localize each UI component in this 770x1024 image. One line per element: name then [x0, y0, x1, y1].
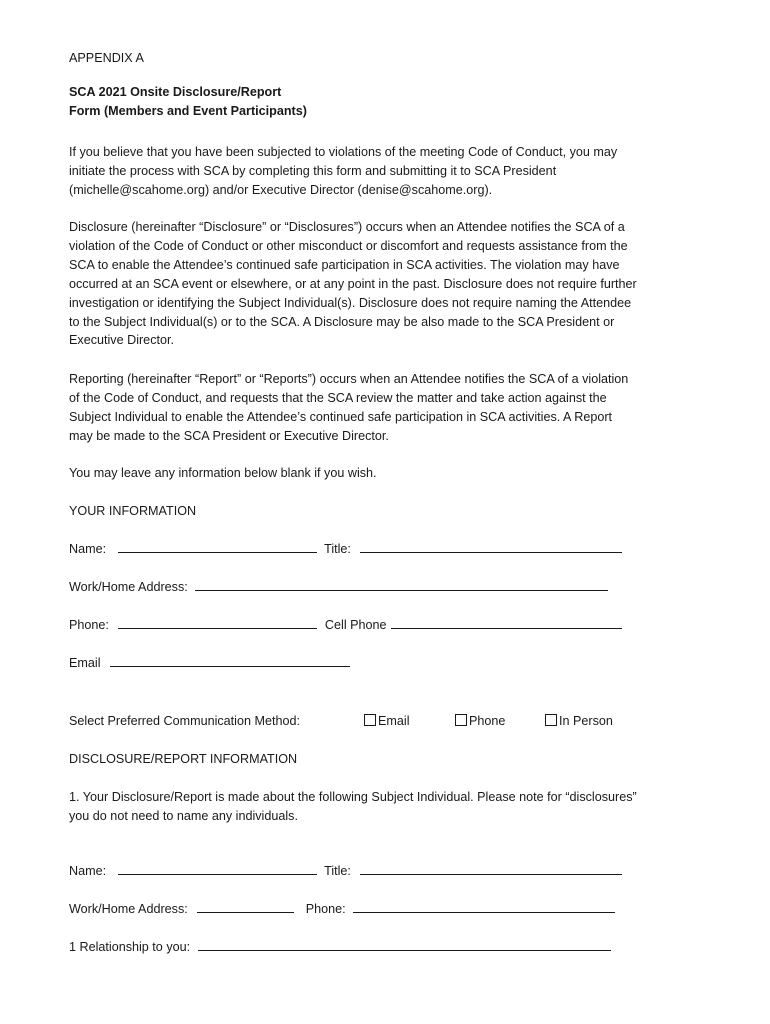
intro-line: (michelle@scahome.org) and/or Executive Director (denise@scahome.org).: [69, 182, 493, 197]
disclosure-line: Executive Director.: [69, 333, 174, 348]
disclosure-line: investigation or identifying the Subject Individual(s). Disclosure does not require naming the Attendee: [69, 295, 632, 310]
disclosure-line: SCA to enable the Attendee’s continued safe participation in SCA activities. The violation may have: [69, 257, 620, 272]
comm-option-email[interactable]: [364, 712, 410, 730]
form-title-line2: Form (Members and Event Participants): [69, 104, 307, 118]
relationship-field[interactable]: [198, 938, 611, 951]
reporting-line: of the Code of Conduct, and requests that the SCA review the matter and take action against the: [69, 390, 607, 405]
intro-paragraph: [69, 143, 709, 200]
form-title-line1: SCA 2021 Onsite Disclosure/Report: [69, 85, 282, 99]
your-email-row: [69, 654, 350, 672]
disclosure-line: Disclosure (hereinafter “Disclosure” or “Disclosures”) occurs when an Attendee notifies the SCA of a: [69, 220, 625, 234]
question-1-line: 1. Your Disclosure/Report is made about the following Subject Individual. Please note for “disclosures”: [69, 790, 637, 804]
name-label: Name:: [69, 542, 107, 556]
comm-option-in-person[interactable]: [545, 712, 613, 730]
comm-option-label: Phone: [469, 714, 506, 728]
reporting-line: Subject Individual to enable the Attendee’s continued safe participation in SCA activities. A Report: [69, 409, 613, 424]
intro-line: initiate the process with SCA by completing this form and submitting it to SCA President: [69, 163, 557, 178]
reporting-line: Reporting (hereinafter “Report” or “Reports”) occurs when an Attendee notifies the SCA of a violation: [69, 372, 629, 386]
title-label: Title:: [324, 542, 351, 556]
relationship-label: 1 Relationship to you:: [69, 940, 191, 954]
blank-note: You may leave any information below blank if you wish.: [69, 466, 377, 480]
your-phone-row: [69, 616, 622, 634]
your-information-heading: YOUR INFORMATION: [69, 504, 197, 518]
cell-phone-label: Cell Phone: [324, 618, 387, 632]
comm-option-label: Email: [378, 714, 410, 728]
relationship-row: [69, 938, 611, 956]
reporting-paragraph: [69, 370, 709, 446]
subject-address-phone-row: [69, 900, 615, 918]
phone-field[interactable]: [118, 616, 317, 629]
in-person-checkbox[interactable]: [545, 714, 557, 726]
report-information-heading: DISCLOSURE/REPORT INFORMATION: [69, 752, 298, 766]
phone-label: Phone:: [69, 618, 109, 632]
reporting-line: may be made to the SCA President or Executive Director.: [69, 428, 389, 443]
disclosure-line: violation of the Code of Conduct or other misconduct or discomfort and requests assistance from the: [69, 238, 628, 253]
question-1-line: you do not need to name any individuals.: [69, 808, 298, 823]
title-field[interactable]: [360, 540, 622, 553]
comm-option-phone[interactable]: [455, 712, 505, 730]
appendix-label: APPENDIX A: [69, 51, 144, 65]
address-field[interactable]: [195, 578, 608, 591]
disclosure-line: occurred at an SCA event or elsewhere, or at any point in the past. Disclosure does not require further: [69, 276, 637, 291]
disclosure-line: to the Subject Individual(s) or to the SCA. A Disclosure may be also made to the SCA President or: [69, 314, 615, 329]
subject-address-label: Work/Home Address:: [69, 902, 188, 916]
subject-title-label: Title:: [324, 864, 351, 878]
your-address-row: [69, 578, 608, 596]
cell-phone-field[interactable]: [391, 616, 622, 629]
intro-line: If you believe that you have been subjected to violations of the meeting Code of Conduct, you may: [69, 145, 618, 159]
subject-address-field[interactable]: [197, 900, 294, 913]
your-name-title-row: [69, 540, 622, 558]
email-field[interactable]: [110, 654, 350, 667]
email-label: Email: [69, 656, 101, 670]
comm-method-label: Select Preferred Communication Method:: [69, 714, 300, 728]
subject-name-title-row: [69, 862, 622, 880]
name-field[interactable]: [118, 540, 317, 553]
disclosure-paragraph: [69, 218, 709, 350]
subject-name-field[interactable]: [118, 862, 317, 875]
email-checkbox[interactable]: [364, 714, 376, 726]
question-1: [69, 788, 709, 826]
phone-checkbox[interactable]: [455, 714, 467, 726]
subject-phone-label: Phone:: [305, 902, 346, 916]
comm-option-label: In Person: [559, 714, 613, 728]
subject-phone-field[interactable]: [353, 900, 615, 913]
address-label: Work/Home Address:: [69, 580, 188, 594]
subject-title-field[interactable]: [360, 862, 622, 875]
subject-name-label: Name:: [69, 864, 107, 878]
